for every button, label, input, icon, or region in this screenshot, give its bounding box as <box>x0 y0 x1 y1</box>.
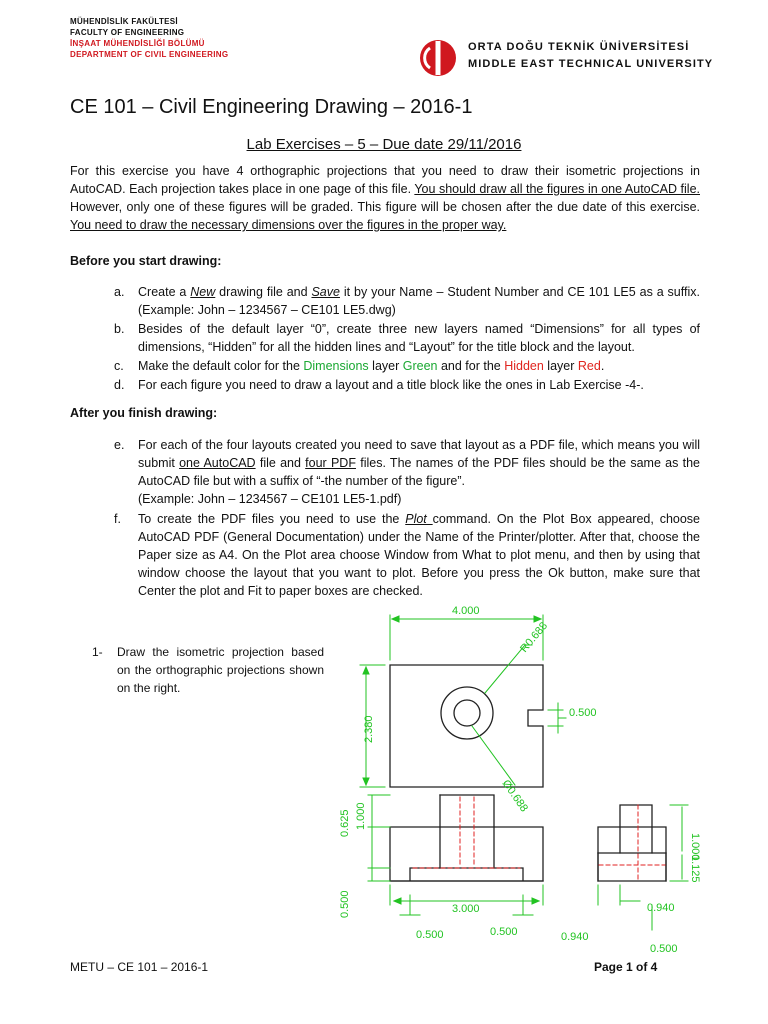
green-word: Green <box>402 359 438 373</box>
orthographic-drawing <box>320 605 740 955</box>
after-heading: After you finish drawing: <box>70 406 218 420</box>
dim-front-base: 0.500 <box>339 890 351 918</box>
new-keyword: New <box>190 285 216 299</box>
footer-course: METU – CE 101 – 2016-1 <box>70 960 209 974</box>
side-view-outline <box>598 827 666 881</box>
example-text: (Example: John – 1234567 – CE101 LE5-1.pdf) <box>138 492 402 506</box>
exercise-text: Draw the isometric projection based on the orthographic projections shown on the right. <box>117 645 324 695</box>
item-text: Create a <box>138 285 191 299</box>
object-lines <box>390 665 666 881</box>
dept-tr: İNŞAAT MÜHENDİSLİĞİ BÖLÜMÜ <box>70 39 205 48</box>
item-text: and for the <box>437 359 505 373</box>
dim-front-width: 3.000 <box>452 903 480 915</box>
red-word: Red <box>577 359 601 373</box>
dim-height: 2.380 <box>363 715 375 743</box>
faculty-tr: MÜHENDİSLİK FAKÜLTESİ <box>70 17 178 26</box>
list-item-c <box>114 357 700 375</box>
dimension-lines <box>360 615 688 930</box>
list-marker: b. <box>114 322 125 336</box>
boss-circle <box>441 687 493 739</box>
dim-side-width: 0.940 <box>647 902 675 914</box>
list-marker: a. <box>114 285 125 299</box>
list-item-b <box>114 320 700 356</box>
save-keyword: Save <box>311 285 340 299</box>
dim-slot: 0.500 <box>569 707 597 719</box>
intro-p2: However, only one of these figures will be graded. This figure will be chosen after the due date of this exercise. <box>70 200 700 214</box>
one-autocad-underlined: one AutoCAD <box>179 456 256 470</box>
four-pdf-underlined: four PDF <box>305 456 356 470</box>
dim-front-top: 0.625 <box>339 809 351 837</box>
hole-circle <box>454 700 480 726</box>
list-item-f <box>114 510 701 600</box>
list-marker: c. <box>114 359 124 373</box>
list-marker: d. <box>114 378 125 392</box>
dim-top-width: 4.000 <box>452 605 480 617</box>
hidden-word: Hidden <box>504 359 544 373</box>
dim-side-height: 1.125 <box>689 855 701 883</box>
item-text: drawing file and <box>215 285 312 299</box>
item-text: To create the PDF files you need to use the <box>138 512 406 526</box>
list-marker: e. <box>114 438 125 452</box>
page-subtitle: Lab Exercises – 5 – Due date 29/11/2016 <box>246 136 522 153</box>
dim-radius: R0.688 <box>518 620 551 655</box>
list-item-e <box>114 436 700 508</box>
exercise-number: 1- <box>92 645 103 659</box>
footer-page-number: Page 1 of 4 <box>594 960 658 974</box>
item-text: file and <box>255 456 306 470</box>
dim-front-left: 0.500 <box>416 929 444 941</box>
dim-side-top: 1.000 <box>689 833 701 861</box>
intro-paragraph <box>70 162 700 234</box>
dimension-labels <box>339 605 701 955</box>
before-heading: Before you start drawing: <box>70 254 222 268</box>
list-item-a <box>114 283 700 319</box>
item-text: files. The names of the PDF files should be the same as the AutoCAD file but with a suffix of “-the number of the figure”. <box>138 456 700 488</box>
hidden-lines <box>413 797 665 881</box>
page-title: CE 101 – Civil Engineering Drawing – 2016-1 <box>70 96 473 118</box>
item-text: layer <box>543 359 578 373</box>
dimensions-word: Dimensions <box>303 359 369 373</box>
front-view-outline <box>390 827 543 881</box>
faculty-en: FACULTY OF ENGINEERING <box>70 28 185 37</box>
univ-tr: ORTA DOĞU TEKNİK ÜNİVERSİTESİ <box>468 41 690 53</box>
intro-p1-underlined: You should draw all the figures in one AutoCAD file. <box>414 182 700 196</box>
item-text: layer <box>368 359 403 373</box>
item-text: Besides of the default layer “0”, create three new layers named “Dimensions” for all types of dimensions, “Hidden” for all the hidden lines and “Layout” for the title block and the layout. <box>138 322 700 354</box>
intro-p2-underlined: You need to draw the necessary dimensions over the figures in the proper way. <box>70 218 507 232</box>
dim-side-right: 0.500 <box>650 943 678 955</box>
item-text: command. On the Plot Box appeared, choose AutoCAD PDF (General Documentation) under the Name of the Printer/plotter. After that, choose the Paper size as A4. On the Plot area choose Window from What to plot menu, and then by using that window choose the layout that you want to plot. Before you press the Ok button, make sure that Center the plot and Fit to paper boxes are checked. <box>138 512 701 598</box>
item-text: it by your Name – Student Number and CE 101 LE5 as a suffix. (Example: John – 1234567 – CE101 LE5.dwg) <box>138 285 700 317</box>
item-text: For each figure you need to draw a layout and a title block like the ones in Lab Exercise -4-. <box>138 378 644 392</box>
list-marker: f. <box>114 512 121 526</box>
univ-en: MIDDLE EAST TECHNICAL UNIVERSITY <box>468 58 714 70</box>
university-name <box>468 39 713 73</box>
dim-side-left: 0.940 <box>561 931 589 943</box>
plot-keyword: Plot <box>405 512 433 526</box>
list-item-d <box>114 376 700 394</box>
dim-front-right: 0.500 <box>490 926 518 938</box>
item-text: For each of the four layouts created you need to save that layout as a PDF file, which means you will submit <box>138 438 700 470</box>
exercise-1 <box>92 643 324 697</box>
item-text: . <box>600 359 605 373</box>
metu-logo-icon <box>418 38 458 78</box>
dept-en: DEPARTMENT OF CIVIL ENGINEERING <box>70 50 229 59</box>
faculty-header <box>70 16 228 60</box>
item-text: Make the default color for the <box>138 359 304 373</box>
dim-hole: Ø0.688 <box>499 777 531 815</box>
dim-front-mid: 1.000 <box>355 802 367 830</box>
intro-p1: For this exercise you have 4 orthographic projections that you need to draw their isometric projections in AutoCAD. Each projection takes place in one page of this file. <box>70 164 700 196</box>
